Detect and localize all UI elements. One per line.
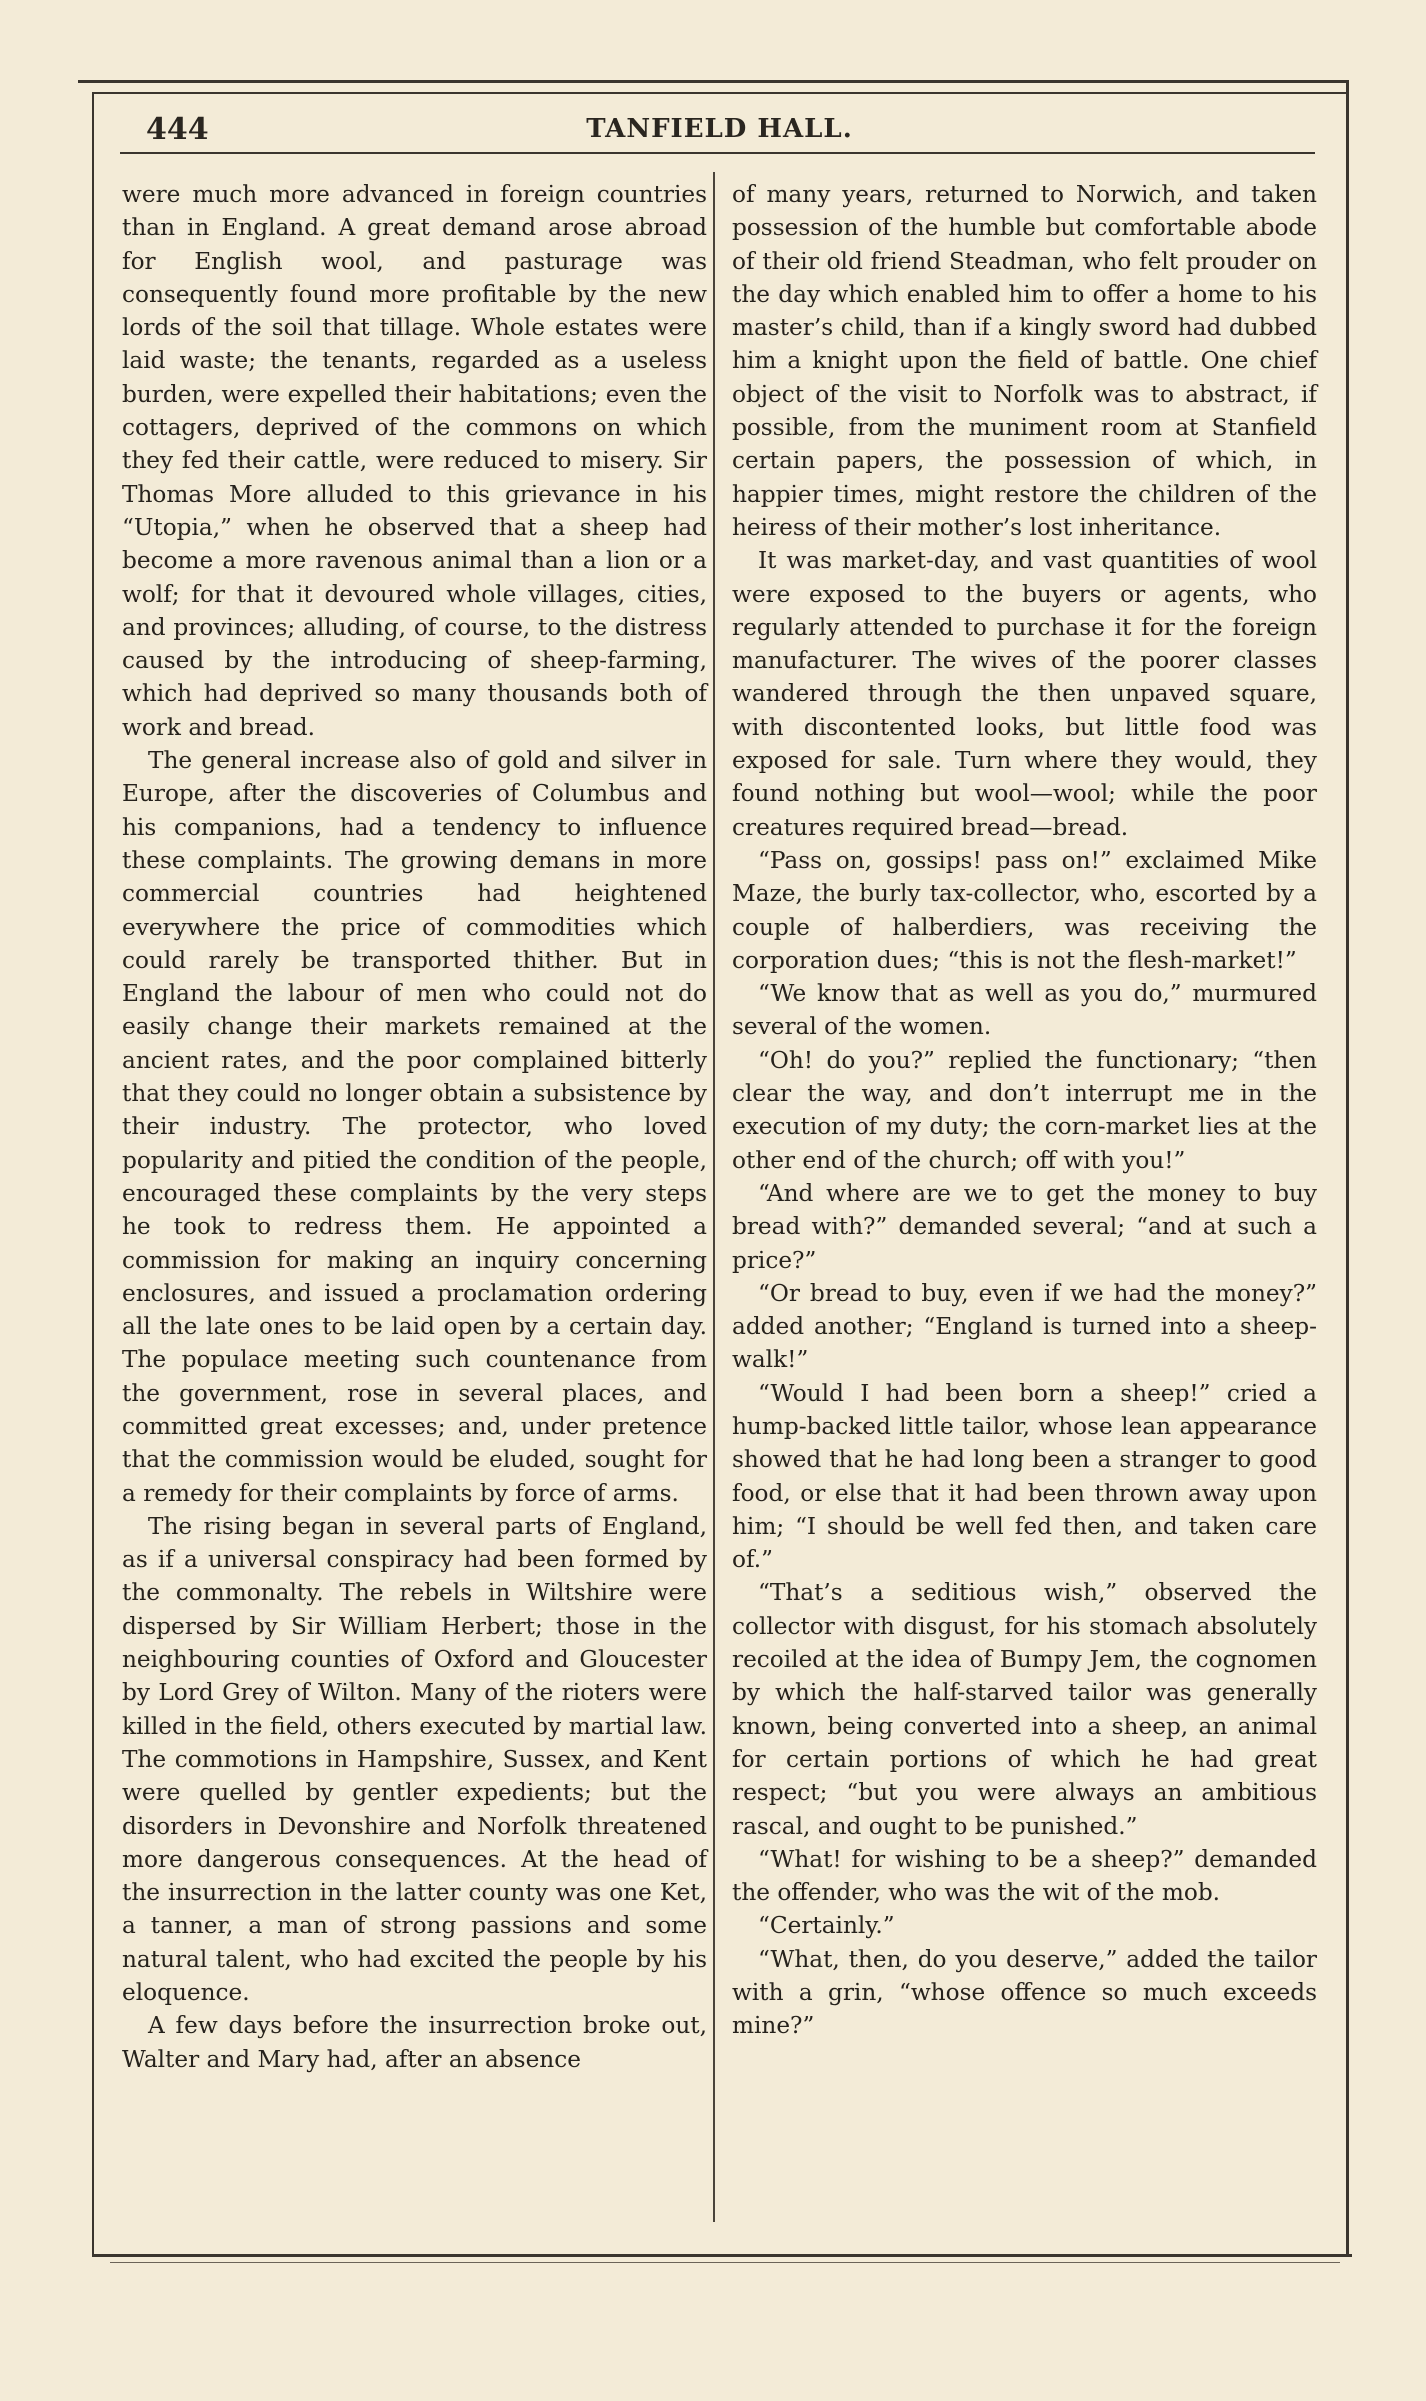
paragraph: “What! for wishing to be a sheep?” demanded the offender, who was the wit of the mob. — [732, 1845, 1317, 1907]
column-divider — [713, 172, 715, 2222]
paragraph: “Or bread to buy, even if we had the money?” added another; “England is turned into a sheep-walk!” — [732, 1279, 1317, 1374]
top-border-rule — [78, 80, 1348, 83]
paragraph: A few days before the insurrection broke out, Walter and Mary had, after an absence — [122, 2012, 707, 2073]
paragraph: The general increase also of gold and silver in Europe, after the discoveries of Columbus and his companions, had a tendency to influence these complaints. The growing demans in more commercial countries had heightened everywhere the price of commodities which could rarely be transported thither. But in England the labour of men who could not do easily change their markets remained at the ancient rates, and the poor complained bitterly that they could no longer obtain a subsistence by their industry. The protector, who loved popularity and pitied the condition of the people, encouraged these complaints by the very steps he took to redress them. He appointed a commission for making an inquiry concerning enclosures, and issued a proclamation ordering all the late ones to be laid open by a certain day. The populace meeting such countenance from the government, rose in several places, and committed great excesses; and, under pretence that the commission would be eluded, sought for a remedy for their complaints by force of arms. — [122, 747, 707, 1507]
paragraph: It was market-day, and vast quantities of wool were exposed to the buyers or agents, who regularly attended to purchase it for the foreign manufacturer. The wives of the poorer classes wandered through the then unpaved square, with discontented looks, but little food was exposed for sale. Turn where they would, they found nothing but wool—wool; while the poor creatures required bread—bread. — [732, 547, 1317, 841]
running-title: TANFIELD HALL. — [586, 114, 853, 144]
paragraph: of many years, returned to Norwich, and taken possession of the humble but comfortable abode of their old friend Steadman, who felt prouder on the day which enabled him to offer a home to his master’s child, than if a kingly sword had dubbed him a knight upon the field of battle. One chief object of the visit to Norfolk was to abstract, if possible, from the muniment room at Stanfield certain papers, the possession of which, in happier times, might restore the children of the heiress of their mother’s lost inheritance. — [732, 181, 1317, 541]
top-inner-rule — [92, 92, 1347, 94]
right-column — [732, 178, 1317, 2043]
left-column — [122, 178, 707, 2076]
page-number: 444 — [146, 112, 209, 147]
paragraph: “Pass on, gossips! pass on!” exclaimed Mike Maze, the burly tax-collector, who, escorted by a couple of halberdiers, was receiving the corporation dues; “this is not the flesh-market!” — [732, 846, 1317, 974]
paragraph: were much more advanced in foreign countries than in England. A great demand arose abroad for English wool, and pasturage was consequently found more profitable by the new lords of the soil that tillage. Whole estates were laid waste; the tenants, regarded as a useless burden, were expelled their habitations; even the cottagers, deprived of the commons on which they fed their cattle, were reduced to misery. Sir Thomas More alluded to this grievance in his “Utopia,” when he observed that a sheep had become a more ravenous animal than a lion or a wolf; for that it devoured whole villages, cities, and provinces; alluding, of course, to the distress caused by the introducing of sheep-farming, which had deprived so many thousands both of work and bread. — [122, 181, 707, 741]
header-rule — [120, 152, 1315, 154]
left-border-rule — [92, 92, 94, 2254]
paragraph: “That’s a seditious wish,” observed the collector with disgust, for his stomach absolutely recoiled at the idea of Bumpy Jem, the cognomen by which the half-starved tailor was generally known, being converted into a sheep, an animal for certain portions of which he had great respect; “but you were always an ambitious rascal, and ought to be punished.” — [732, 1579, 1317, 1840]
paragraph: The rising began in several parts of England, as if a universal conspiracy had been formed by the commonalty. The rebels in Wiltshire were dispersed by Sir William Herbert; those in the neighbouring counties of Oxford and Gloucester by Lord Grey of Wilton. Many of the rioters were killed in the field, others executed by martial law. The commotions in Hampshire, Sussex, and Kent were quelled by gentler expedients; but the disorders in Devonshire and Norfolk threatened more dangerous consequences. At the head of the insurrection in the latter county was one Ket, a tanner, a man of strong passions and some natural talent, who had excited the people by his eloquence. — [122, 1512, 707, 2007]
paragraph: “Would I had been born a sheep!” cried a hump-backed little tailor, whose lean appearance showed that he had long been a stranger to good food, or else that it had been thrown away upon him; “I should be well fed then, and taken care of.” — [732, 1379, 1317, 1574]
paragraph: “We know that as well as you do,” murmured several of the women. — [732, 980, 1317, 1041]
paragraph: “What, then, do you deserve,” added the tailor with a grin, “whose offence so much exceeds mine?” — [732, 1945, 1317, 2040]
paragraph: “And where are we to get the money to buy bread with?” demanded several; “and at such a price?” — [732, 1179, 1317, 1274]
right-border-rule — [1346, 80, 1349, 2254]
paragraph: “Oh! do you?” replied the functionary; “then clear the way, and don’t interrupt me in the execution of my duty; the corn-market lies at the other end of the church; off with you!” — [732, 1046, 1317, 1174]
paragraph: “Certainly.” — [758, 1912, 895, 1940]
bottom-thin-rule — [110, 2262, 1340, 2263]
bottom-border-rule — [92, 2254, 1352, 2257]
running-head — [92, 104, 1347, 154]
